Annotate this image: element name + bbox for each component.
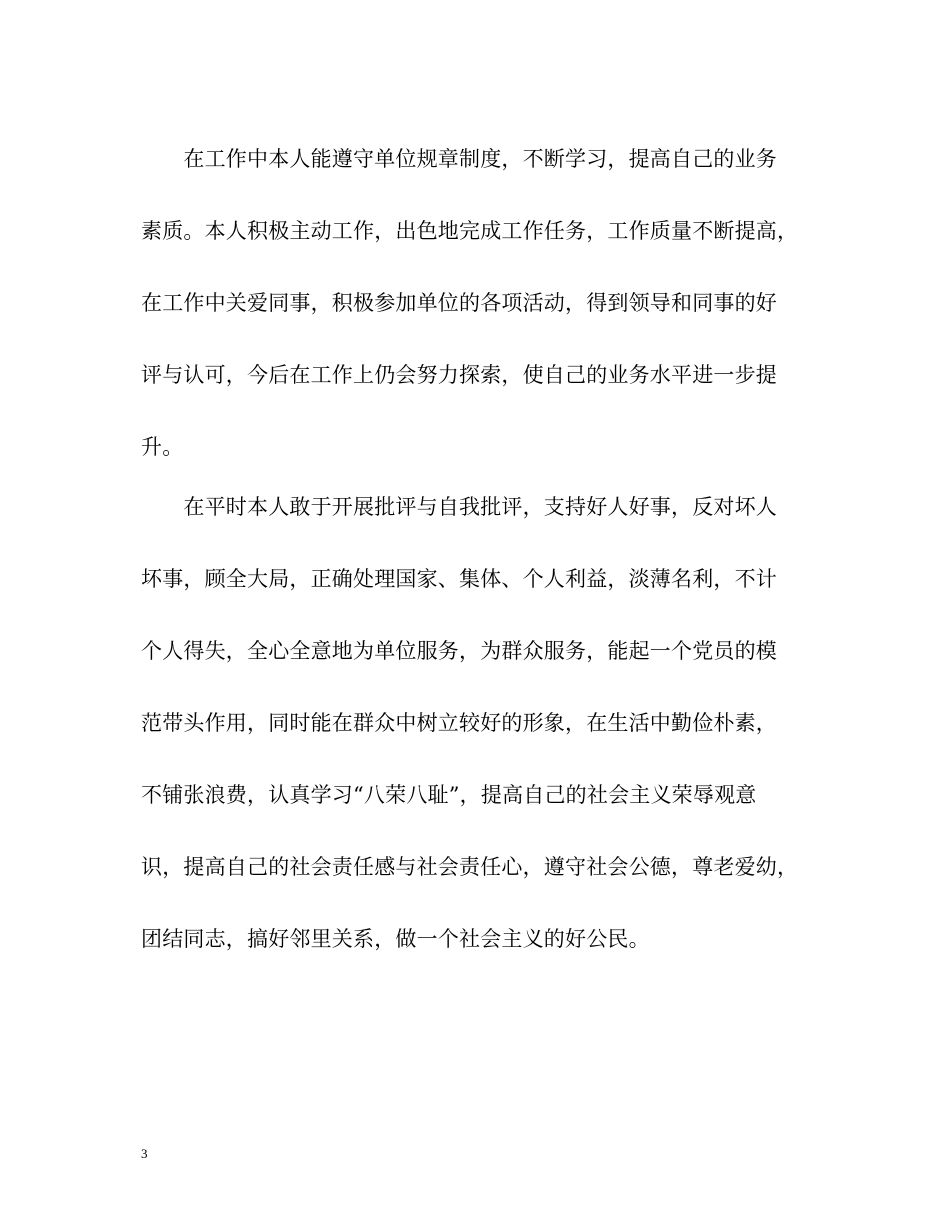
paragraph-2-line-1: 在平时本人敢于开展批评与自我批评，支持好人好事，反对坏人 [141,495,777,519]
paragraph-1-line-5: 升。 [141,435,184,459]
paragraph-2-line-4: 范带头作用，同时能在群众中树立较好的形象，在生活中勤俭朴素， [141,711,777,735]
paragraph-1-line-1: 在工作中本人能遵守单位规章制度，不断学习，提高自己的业务 [141,147,777,171]
paragraph-2-line-6: 识，提高自己的社会责任感与社会责任心，遵守社会公德，尊老爱幼， [141,855,799,879]
paragraph-2-line-5: 不铺张浪费，认真学习“八荣八耻”，提高自己的社会主义荣辱观意 [141,783,757,807]
paragraph-1-line-4: 评与认可，今后在工作上仍会努力探索，使自己的业务水平进一步提 [141,363,777,387]
paragraph-2-line-3: 个人得失，全心全意地为单位服务，为群众服务，能起一个党员的模 [141,639,777,663]
paragraph-1-line-2: 素质。本人积极主动工作，出色地完成工作任务，工作质量不断提高， [141,219,799,243]
paragraph-1-line-3: 在工作中关爱同事，积极参加单位的各项活动，得到领导和同事的好 [141,291,777,315]
page-number: 3 [141,1146,148,1161]
paragraph-2-line-7: 团结同志，搞好邻里关系，做一个社会主义的好公民。 [141,927,650,951]
paragraph-2-line-2: 坏事，顾全大局，正确处理国家、集体、个人利益，淡薄名利，不计 [141,567,777,591]
